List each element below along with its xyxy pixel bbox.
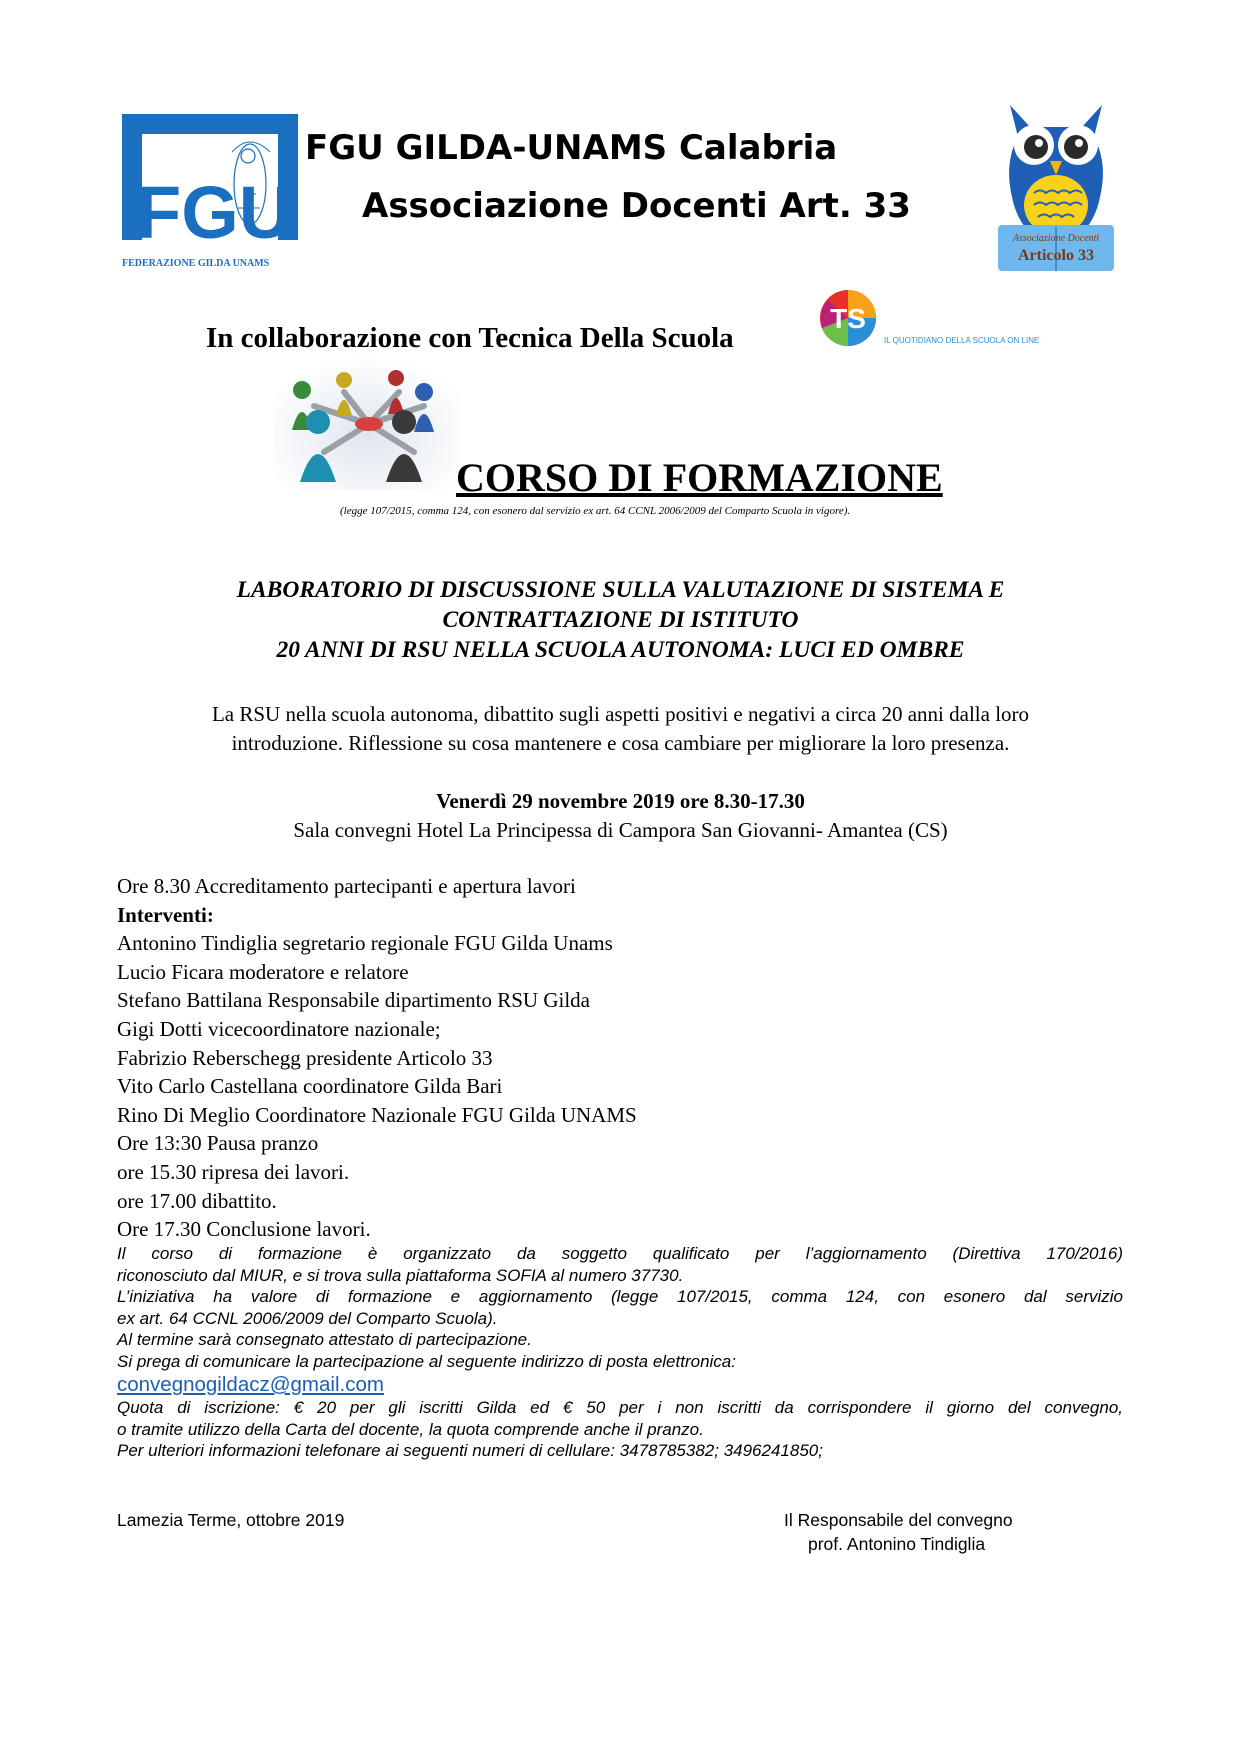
program-item: Stefano Battilana Responsabile dipartimento RSU Gilda: [117, 988, 591, 1013]
program-item: Ore 17.30 Conclusione lavori.: [117, 1217, 371, 1242]
owl-logo-caption-2: Articolo 33: [1018, 247, 1094, 264]
fgu-logo-caption: FEDERAZIONE GILDA UNAMS: [122, 258, 270, 269]
subtitle-line-1: LABORATORIO DI DISCUSSIONE SULLA VALUTAZIONE DI SISTEMA E: [236, 577, 1005, 603]
note-registration: Si prega di comunicare la partecipazione al seguente indirizzo di posta elettronica:: [117, 1351, 736, 1371]
program-item: Lucio Ficara moderatore e relatore: [117, 959, 409, 984]
course-legal-note: (legge 107/2015, comma 124, con esonero dal servizio ex art. 64 CCNL 2006/2009 del Comparto Scuola in vigore).: [340, 505, 851, 517]
header-line-1: FGU GILDA-UNAMS Calabria: [305, 128, 838, 168]
program-item: Gigi Dotti vicecoordinatore nazionale;: [117, 1016, 441, 1041]
subtitle-line-3: 20 ANNI DI RSU NELLA SCUOLA AUTONOMA: LUCI ED OMBRE: [276, 637, 965, 663]
ts-logo-graphic: [818, 288, 878, 348]
ts-logo-tagline: IL QUOTIDIANO DELLA SCUOLA ON LINE: [884, 336, 1040, 345]
course-subtitle: [0, 575, 1241, 665]
intro-line-2: introduzione. Riflessione su cosa mantenere e cosa cambiare per migliorare la loro presenza.: [231, 730, 1010, 755]
owl-logo: [996, 97, 1116, 277]
ts-logo-mark: TS: [830, 303, 866, 334]
intro-paragraph: [0, 700, 1241, 757]
program-item: Rino Di Meglio Coordinatore Nazionale FGU Gilda UNAMS: [117, 1102, 637, 1127]
event-date: Venerdì 29 novembre 2019 ore 8.30-17.30: [436, 789, 805, 813]
program-speakers-heading: Interventi:: [117, 902, 214, 927]
note-contacts: Per ulteriori informazioni telefonare ai seguenti numeri di cellulare: 3478785382; 3496241850;: [117, 1441, 823, 1460]
footer-signatory-name: prof. Antonino Tindiglia: [808, 1534, 986, 1554]
program-item: Vito Carlo Castellana coordinatore Gilda Bari: [117, 1074, 503, 1099]
note-fee-2: o tramite utilizzo della Carta del docente, la quota comprende anche il pranzo.: [117, 1419, 704, 1439]
program-item: Ore 13:30 Pausa pranzo: [117, 1131, 319, 1156]
note-fee-1: Quota di iscrizione: € 20 per gli iscritti Gilda ed € 50 per i non iscritti da corrispondere il giorno del convegno,: [117, 1398, 1123, 1417]
fgu-logo-mark: FGU: [136, 171, 293, 254]
course-title: CORSO DI FORMAZIONE: [456, 455, 943, 500]
collaboration-line: In collaborazione con Tecnica Della Scuola: [206, 322, 734, 354]
program-opening: Ore 8.30 Accreditamento partecipanti e apertura lavori: [117, 874, 576, 898]
team-illustration: [274, 356, 460, 490]
fgu-logo: [120, 112, 310, 272]
intro-line-1: La RSU nella scuola autonoma, dibattito sugli aspetti positivi e negativi a circa 20 anni dalla loro: [211, 702, 1030, 726]
note-accreditation-1: Il corso di formazione è organizzato da soggetto qualificato per l’aggiornamento (Direttiva 170/2016): [117, 1244, 1123, 1263]
subtitle-line-2: CONTRATTAZIONE DI ISTITUTO: [442, 607, 799, 633]
program-item: ore 17.00 dibattito.: [117, 1188, 277, 1213]
footer-role: Il Responsabile del convegno: [784, 1510, 1013, 1530]
ts-logo: [818, 288, 878, 348]
event-info: [0, 787, 1241, 844]
program-item: ore 15.30 ripresa dei lavori.: [117, 1159, 350, 1184]
header-line-2: Associazione Docenti Art. 33: [362, 186, 911, 226]
event-venue: Sala convegni Hotel La Principessa di Campora San Giovanni- Amantea (CS): [293, 817, 948, 842]
owl-logo-graphic: [996, 97, 1116, 277]
fgu-logo-graphic: [120, 112, 310, 272]
program-item: Antonino Tindiglia segretario regionale FGU Gilda Unams: [117, 931, 613, 956]
note-validity-2: ex art. 64 CCNL 2006/2009 del Comparto Scuola).: [117, 1308, 498, 1328]
program-item: Fabrizio Reberschegg presidente Articolo 33: [117, 1045, 493, 1070]
note-validity-1: L’iniziativa ha valore di formazione e aggiornamento (legge 107/2015, comma 124, con esonero dal servizio: [117, 1287, 1123, 1306]
team-illustration-graphic: [274, 356, 460, 490]
note-accreditation-2: riconosciuto dal MIUR, e si trova sulla piattaforma SOFIA al numero 37730.: [117, 1265, 684, 1285]
notes-block: [117, 1243, 1123, 1462]
note-certificate: Al termine sarà consegnato attestato di partecipazione.: [117, 1330, 532, 1349]
email-link[interactable]: convegnogildacz@gmail.com: [117, 1373, 384, 1396]
footer-place-date: Lamezia Terme, ottobre 2019: [117, 1510, 345, 1530]
program-list: [117, 872, 637, 1244]
owl-logo-caption-1: Associazione Docenti: [1012, 233, 1100, 244]
